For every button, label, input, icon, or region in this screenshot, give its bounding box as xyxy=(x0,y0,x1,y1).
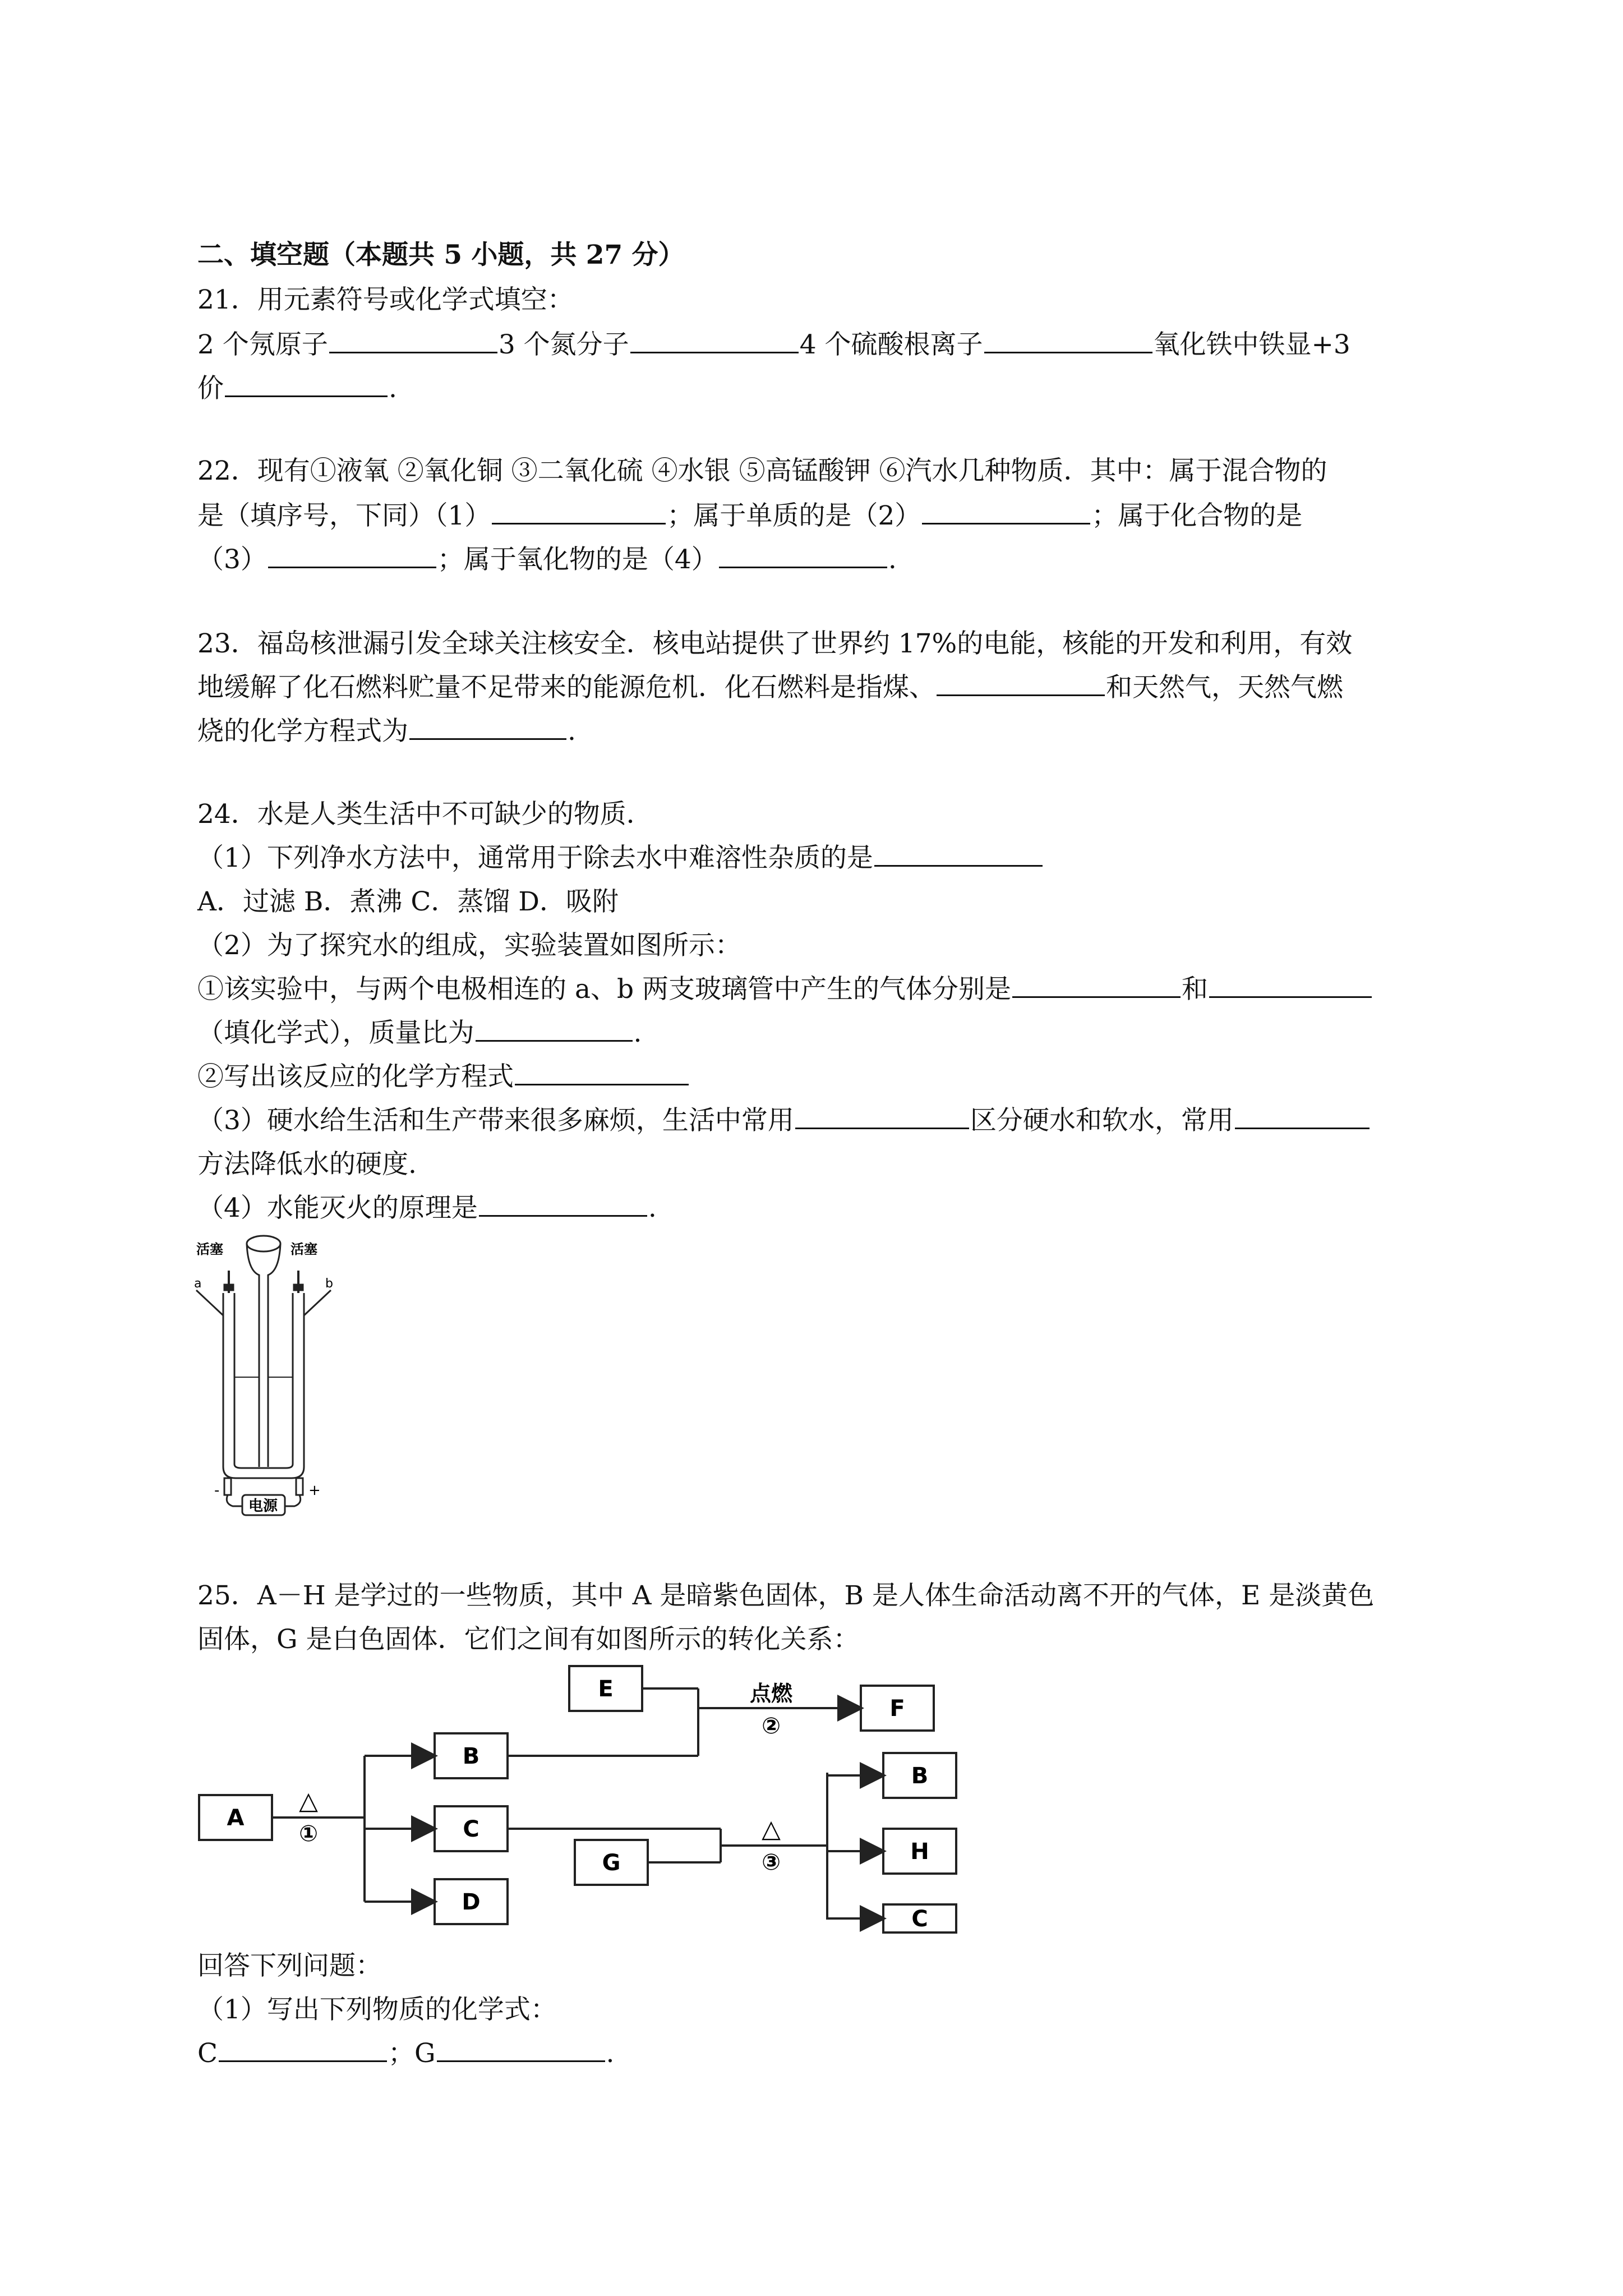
negative-terminal-label: - xyxy=(214,1482,220,1499)
q25-answer-intro: 回答下列问题： xyxy=(197,1950,382,1981)
q21-line3: 价 . xyxy=(197,373,397,404)
answer-blank[interactable] xyxy=(922,500,1090,524)
conversion-diagram xyxy=(193,1660,979,1941)
label-C: C xyxy=(463,1816,479,1842)
step-2-label: ② xyxy=(762,1713,781,1739)
label-C2: C xyxy=(911,1906,928,1932)
tube-b-label: b xyxy=(325,1277,333,1291)
u-tube-outer xyxy=(223,1293,304,1478)
answer-blank[interactable] xyxy=(984,329,1152,353)
positive-terminal-label: + xyxy=(308,1482,321,1499)
q25-p1: （1）写出下列物质的化学式： xyxy=(197,1994,557,2025)
answer-blank[interactable] xyxy=(409,716,566,740)
label-D: D xyxy=(462,1889,481,1915)
answer-blank[interactable] xyxy=(219,2038,387,2062)
label-B2: B xyxy=(911,1763,929,1789)
q21-item-4: 氧化铁中铁显+3 xyxy=(1153,329,1350,360)
q22-line2: 是（填序号，下同）（1） ；属于单质的是（2） ；属于化合物的是 xyxy=(197,500,1303,531)
q24-p2-2: ②写出该反应的化学方程式 xyxy=(197,1060,690,1094)
answer-blank[interactable] xyxy=(479,1193,647,1217)
q24-title: 24．水是人类生活中不可缺少的物质． xyxy=(197,799,653,830)
step-1-label: ① xyxy=(299,1821,318,1847)
q23-line1: 23．福岛核泄漏引发全球关注核安全．核电站提供了世界约 17%的电能，核能的开发和利用，有效 xyxy=(197,628,1353,659)
answer-blank[interactable] xyxy=(630,329,799,353)
label-a-leader xyxy=(196,1290,223,1315)
q23-line2: 地缓解了化石燃料贮量不足带来的能源危机．化石燃料是指煤、 和天然气，天然气燃 xyxy=(197,672,1343,703)
q23-line3: 烧的化学方程式为 . xyxy=(197,716,576,747)
answer-blank[interactable] xyxy=(329,329,497,353)
answer-blank[interactable] xyxy=(795,1105,969,1129)
answer-blank[interactable] xyxy=(476,1018,633,1042)
q24-options: A．过滤 B．煮沸 C．蒸馏 D．吸附 xyxy=(197,886,619,917)
q22-line3: （3） ；属于氧化物的是（4） . xyxy=(197,544,897,575)
left-electrode xyxy=(224,1478,231,1495)
q24-p4: （4）水能灭火的原理是 . xyxy=(197,1193,657,1223)
answer-blank[interactable] xyxy=(515,1061,689,1085)
q25-p1-answers: C ；G . xyxy=(197,2038,615,2069)
answer-blank[interactable] xyxy=(268,544,436,568)
funnel-top xyxy=(247,1236,280,1251)
answer-blank[interactable] xyxy=(1235,1105,1370,1129)
label-G: G xyxy=(602,1850,621,1876)
q24-p3: （3）硬水给生活和生产带来很多麻烦，生活中常用 区分硬水和软水，常用 xyxy=(197,1104,1371,1138)
answer-blank[interactable] xyxy=(225,373,388,397)
answer-blank[interactable] xyxy=(874,843,1043,867)
q22-line1: 22．现有①液氧 ②氧化铜 ③二氧化硫 ④水银 ⑤高锰酸钾 ⑥汽水几种物质．其中：属于混合物的 xyxy=(197,455,1327,486)
section-heading: 二、填空题（本题共 5 小题，共 27 分） xyxy=(197,240,685,270)
center-tube xyxy=(247,1244,280,1467)
q21-item-1: 2 个氖原子 xyxy=(197,329,328,360)
label-H: H xyxy=(910,1839,929,1865)
heat-symbol-1: △ xyxy=(299,1787,318,1815)
q24-p2: （2）为了探究水的组成，实验装置如图所示： xyxy=(197,930,741,961)
electrolysis-apparatus-figure xyxy=(191,1231,336,1517)
q24-p3-cont: 方法降低水的硬度. xyxy=(197,1149,417,1180)
q21-line2 xyxy=(197,328,1350,362)
right-electrode xyxy=(296,1478,303,1495)
right-valve xyxy=(294,1285,303,1290)
electrolysis-apparatus-drawing xyxy=(191,1231,336,1517)
q24-p2-1: ①该实验中，与两个电极相连的 a、b 两支玻璃管中产生的气体分别是 和 xyxy=(197,973,1373,1006)
power-supply-label: 电源 xyxy=(248,1498,278,1515)
step-3-label: ③ xyxy=(762,1849,781,1875)
u-tube-inner xyxy=(234,1293,293,1468)
left-valve xyxy=(224,1285,233,1290)
heat-symbol-3: △ xyxy=(762,1815,781,1843)
answer-blank[interactable] xyxy=(492,500,666,524)
q21-item-3: 4 个硫酸根离子 xyxy=(799,329,983,360)
left-wire xyxy=(227,1495,244,1506)
q25-line1: 25．A－H 是学过的一些物质，其中 A 是暗紫色固体，B 是人体生命活动离不开的气体，E 是淡黄色 xyxy=(197,1580,1375,1611)
right-wire xyxy=(283,1495,301,1506)
answer-blank[interactable] xyxy=(1209,974,1372,998)
conversion-diagram-drawing xyxy=(193,1660,979,1941)
label-B: B xyxy=(462,1743,480,1769)
q21-item-2: 3 个氮分子 xyxy=(498,329,629,360)
answer-blank[interactable] xyxy=(437,2038,605,2062)
left-stopcock-label: 活塞 xyxy=(196,1241,223,1257)
tube-a-label: a xyxy=(194,1277,202,1291)
label-E: E xyxy=(598,1676,614,1702)
q24-p1: （1）下列净水方法中，通常用于除去水中难溶性杂质的是 xyxy=(197,841,1044,875)
answer-blank[interactable] xyxy=(1012,974,1181,998)
ignite-label: 点燃 xyxy=(749,1681,793,1706)
q24-p2-1-cont: （填化学式），质量比为 . xyxy=(197,1018,642,1048)
label-A: A xyxy=(227,1805,245,1831)
label-b-leader xyxy=(304,1290,331,1315)
answer-blank[interactable] xyxy=(937,672,1105,696)
q25-line2: 固体，G 是白色固体．它们之间有如图所示的转化关系： xyxy=(197,1624,860,1655)
answer-blank[interactable] xyxy=(719,544,887,568)
q21-title: 21．用元素符号或化学式填空： xyxy=(197,284,574,315)
right-stopcock-label: 活塞 xyxy=(291,1241,317,1257)
label-F: F xyxy=(889,1696,905,1722)
